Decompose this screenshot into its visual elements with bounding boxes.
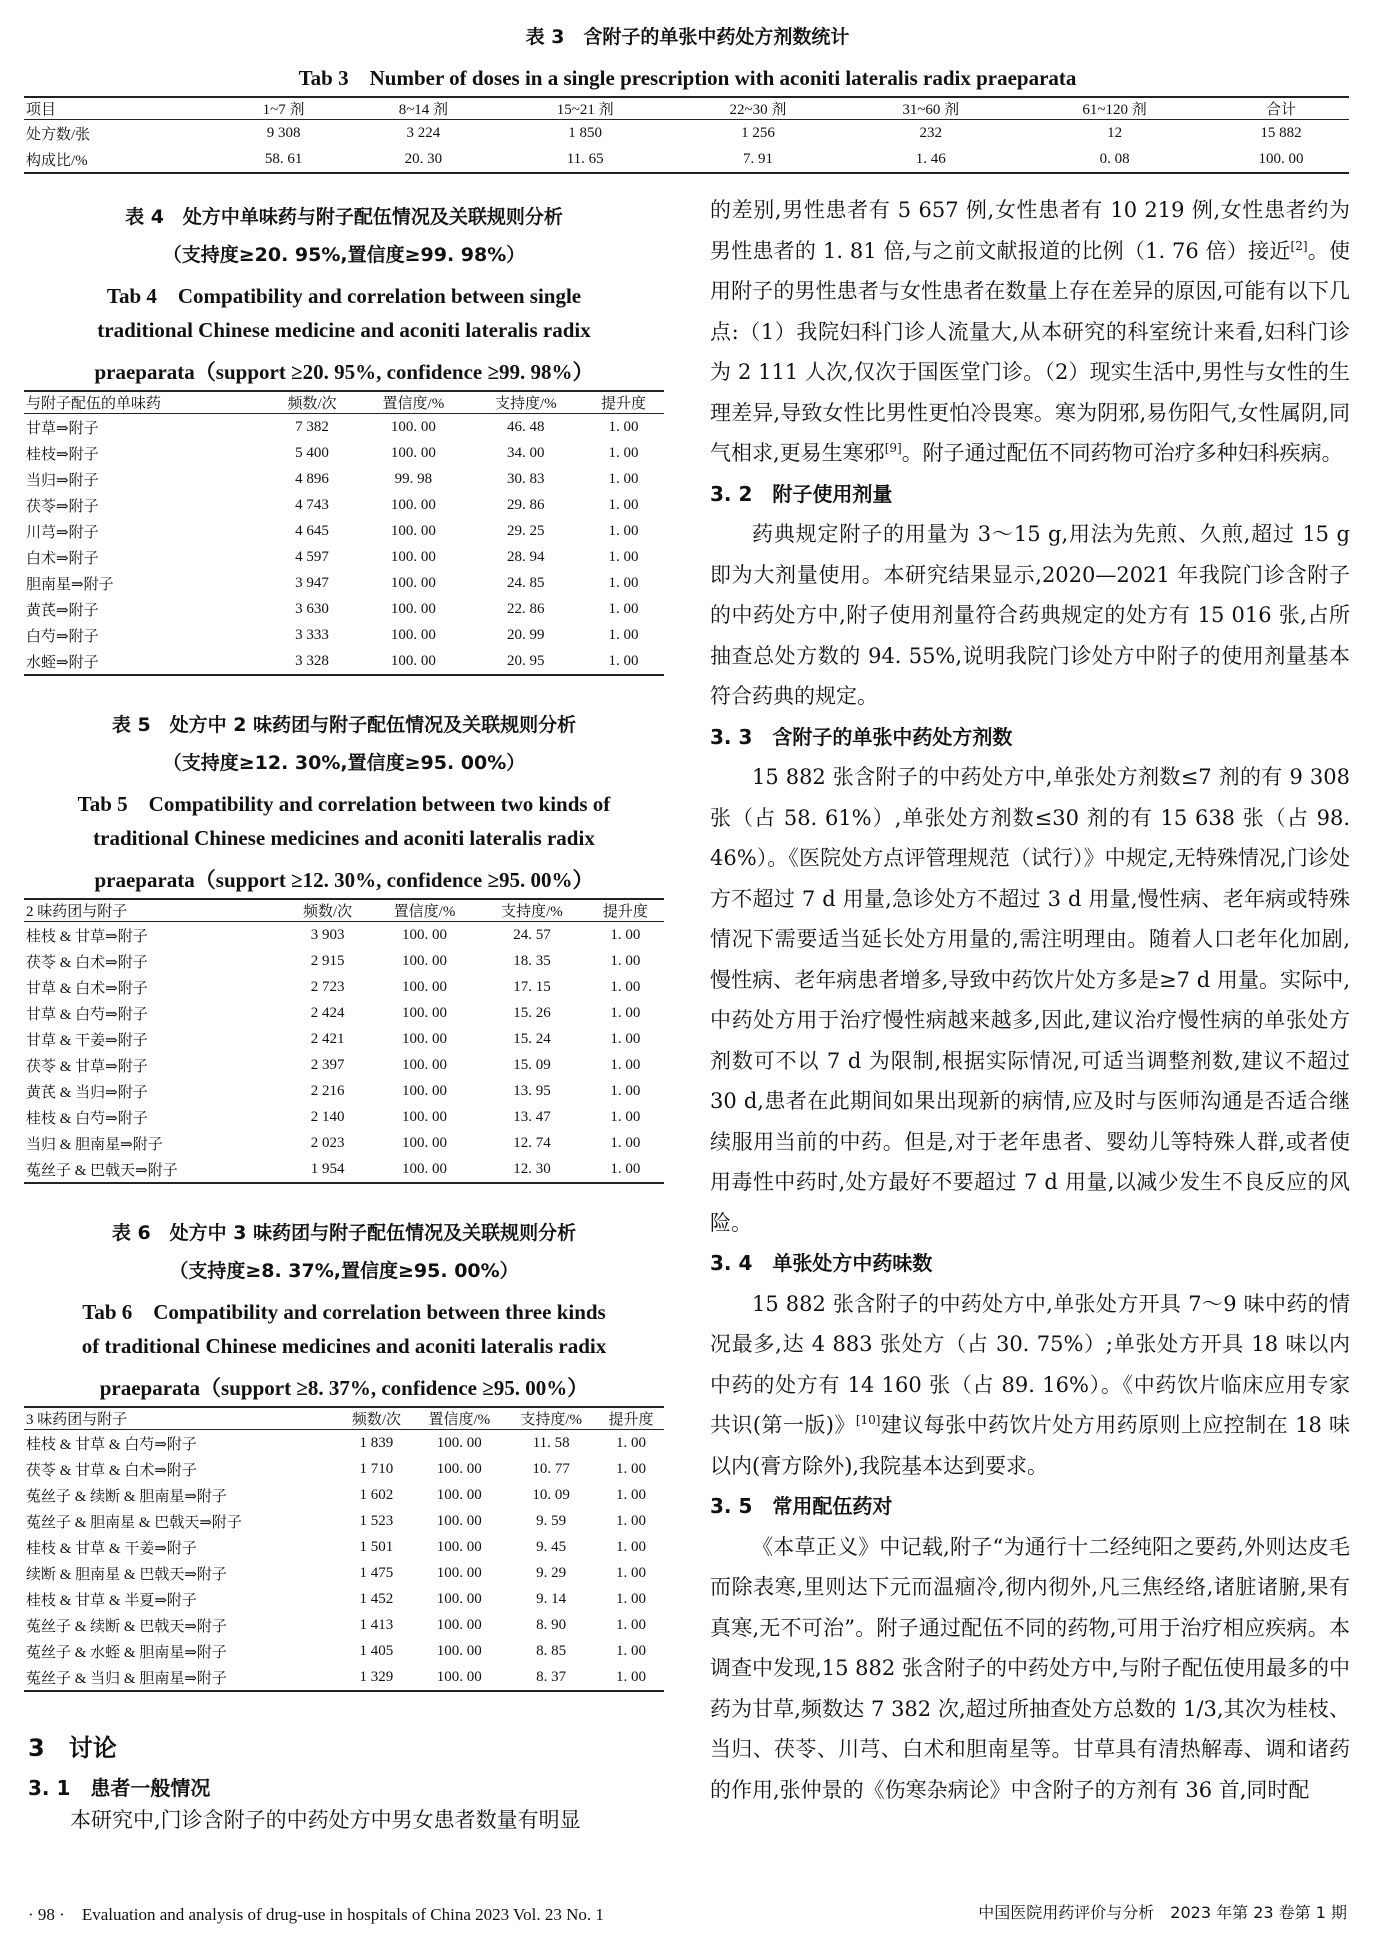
table-cell: 1. 00 — [616, 1486, 647, 1503]
table-cell: 4 896 — [295, 470, 329, 487]
row-label: 桂枝 & 甘草 & 干姜⇒附子 — [26, 1540, 197, 1557]
table-cell: 24. 57 — [513, 926, 551, 943]
table-row — [24, 544, 664, 570]
table-cell: 1. 00 — [608, 548, 639, 565]
table-cell: 8. 85 — [536, 1642, 567, 1659]
table-cell: 1. 00 — [616, 1512, 647, 1529]
table-cell: 20. 95 — [469, 648, 581, 675]
table-cell: 3 333 — [295, 626, 329, 643]
table-cell: 9 308 — [266, 124, 301, 141]
table-cell: 9. 29 — [536, 1564, 567, 1581]
tab6-en-caption: Tab 6 Compatibility and correlation between three kinds — [82, 1300, 606, 1324]
column-header: 8~14 剂 — [347, 97, 498, 120]
table-cell: 2 140 — [310, 1108, 345, 1125]
table-row — [24, 1000, 664, 1026]
table-cell: 9. 45 — [536, 1538, 567, 1555]
table-cell: 1 413 — [359, 1616, 394, 1633]
table-row — [24, 1638, 664, 1664]
table-cell: 1. 00 — [610, 952, 641, 969]
table-header-row — [24, 1407, 664, 1430]
table-cell: 1. 00 — [596, 1664, 664, 1691]
column-header: 项目 — [24, 97, 218, 120]
table-cell: 15. 26 — [513, 1004, 551, 1021]
table-cell: 99. 98 — [394, 470, 433, 487]
table-row — [24, 1586, 664, 1612]
column-header: 频数/次 — [283, 899, 369, 922]
table-cell: 1 405 — [359, 1642, 394, 1659]
table-cell: 100. 00 — [402, 978, 447, 995]
column-header: 频数/次 — [338, 1407, 412, 1430]
footer-right: 中国医院用药评价与分析 2023 年第 23 卷第 1 期 — [978, 1903, 1347, 1922]
tab5-en-caption-2: traditional Chinese medicines and aconiti lateralis radix — [93, 826, 595, 850]
table-cell: 100. 00 — [402, 1030, 447, 1047]
table-cell: 1. 00 — [616, 1434, 647, 1451]
row-label: 处方数/张 — [26, 126, 91, 143]
row-label: 菟丝子 & 巴戟天⇒附子 — [24, 1156, 283, 1183]
row-label: 甘草 & 干姜⇒附子 — [26, 1032, 148, 1049]
table-cell: 13. 95 — [513, 1082, 551, 1099]
right-column — [710, 190, 1350, 1810]
tab5-en-caption: Tab 5 Compatibility and correlation between two kinds of — [77, 792, 611, 816]
table-cell: 11. 58 — [532, 1434, 570, 1451]
table-row — [24, 1664, 664, 1691]
row-label: 白芍⇒附子 — [26, 628, 99, 645]
table-cell: 1 452 — [359, 1590, 394, 1607]
table-cell: 100. 00 — [402, 1056, 447, 1073]
tab3-cn-caption: 表 3 含附子的单张中药处方剂数统计 — [525, 26, 850, 48]
table-cell: 9. 59 — [536, 1512, 567, 1529]
table-cell: 100. 00 — [436, 1616, 482, 1633]
tab4-en-caption-2: traditional Chinese medicine and aconiti lateralis radix — [97, 318, 591, 342]
table-cell: 0. 08 — [1016, 146, 1211, 173]
column-header: 61~120 剂 — [1016, 97, 1211, 120]
column-header: 合计 — [1211, 97, 1349, 120]
table-cell: 10. 77 — [532, 1460, 570, 1477]
table-cell: 12 — [1107, 124, 1123, 141]
section-3-4-heading: 3. 4 单张处方中药味数 — [710, 1251, 933, 1275]
table-cell: 1. 00 — [608, 522, 639, 539]
table-cell: 13. 47 — [513, 1108, 551, 1125]
tab6-cn-caption-2: （支持度≥8. 37%,置信度≥95. 00%） — [169, 1260, 519, 1282]
table-cell: 15 882 — [1260, 124, 1302, 141]
table-cell: 8. 90 — [536, 1616, 567, 1633]
table-cell: 232 — [919, 124, 942, 141]
table-row — [24, 1508, 664, 1534]
table-cell: 1 329 — [338, 1664, 412, 1691]
column-header: 提升度 — [581, 391, 664, 414]
table-cell: 46. 48 — [507, 418, 545, 435]
paragraph-3-4: 15 882 张含附子的中药处方中,单张处方开具 7～9 味中药的情况最多,达 4 883 张处方（占 30. 75%）;单张处方开具 18 味以内中药的处方有 14 160 张（占 89. 16%）。《中药饮片临床应用专家共识(第一版)》[10]建议每张中药饮片处方用药原则上应控制在 18 味以内(膏方除外),我院基本达到要求。 — [710, 1291, 1350, 1478]
column-header: 置信度/% — [370, 899, 477, 922]
table-row — [24, 648, 664, 675]
table-cell: 1 850 — [568, 124, 603, 141]
table-cell: 1. 00 — [616, 1590, 647, 1607]
row-label: 水蛭⇒附子 — [24, 648, 266, 675]
table-row — [24, 1612, 664, 1638]
footer-left: · 98 · Evaluation and analysis of drug-use in hospitals of China 2023 Vol. 23 No. 1 — [28, 1905, 604, 1924]
row-label: 白术⇒附子 — [26, 550, 99, 567]
table-header-row — [24, 391, 664, 414]
row-label: 当归⇒附子 — [26, 472, 99, 489]
table-cell: 4 597 — [295, 548, 329, 565]
table-cell: 100. 00 — [390, 444, 436, 461]
table-cell: 1. 00 — [581, 648, 664, 675]
table-header-row — [24, 97, 1349, 120]
row-label: 甘草 & 白芍⇒附子 — [26, 1006, 148, 1023]
tab4-en-caption-3: praeparata（support ≥20. 95%, confidence ≥99. 98%） — [94, 360, 594, 384]
row-label: 桂枝 & 甘草 & 半夏⇒附子 — [26, 1592, 197, 1609]
table-row — [24, 596, 664, 622]
table-cell: 1. 00 — [616, 1616, 647, 1633]
table-cell: 100. 00 — [370, 1156, 477, 1183]
table-cell: 100. 00 — [412, 1664, 504, 1691]
table-row — [24, 1430, 664, 1457]
column-header: 支持度/% — [469, 391, 581, 414]
table-cell: 1. 00 — [608, 496, 639, 513]
column-header: 22~30 剂 — [671, 97, 844, 120]
table-cell: 1 602 — [359, 1486, 394, 1503]
row-label: 茯苓 & 甘草⇒附子 — [26, 1058, 148, 1075]
table-cell: 22. 86 — [507, 600, 545, 617]
table-cell: 1. 00 — [610, 1134, 641, 1151]
table-cell: 100. 00 — [390, 522, 436, 539]
table-cell: 1. 00 — [610, 1030, 641, 1047]
column-header: 支持度/% — [504, 1407, 596, 1430]
paragraph-3-1: 的差别,男性患者有 5 657 例,女性患者有 10 219 例,女性患者约为男性患者的 1. 81 倍,与之前文献报道的比例（1. 76 倍）接近[2]。使用附子的男性患者与女性患者在数量上存在差异的原因,可能有以下几点:（1）我院妇科门诊人流量大,从本研究的科室统计来看,妇科门诊为 2 111 人次,仅次于国医堂门诊。（2）现实生活中,男性与女性的生理差异,导致女性比男性更怕冷畏寒。寒为阴邪,易伤阳气,女性属阴,同气相求,更易生寒邪[9]。附子通过配伍不同药物可治疗多种妇科疾病。 — [710, 198, 1350, 465]
table-cell: 2 723 — [310, 978, 345, 995]
table-cell: 1. 00 — [608, 600, 639, 617]
row-label: 川芎⇒附子 — [26, 524, 99, 541]
table-cell: 2 023 — [310, 1134, 345, 1151]
row-label: 胆南星⇒附子 — [26, 576, 114, 593]
table-cell: 1. 00 — [608, 418, 639, 435]
table-cell: 5 400 — [295, 444, 329, 461]
table-row — [24, 518, 664, 544]
column-header: 15~21 剂 — [498, 97, 671, 120]
row-label: 菟丝子 & 水蛭 & 胆南星⇒附子 — [26, 1644, 227, 1661]
table-cell: 1. 00 — [608, 470, 639, 487]
section-3-3-heading: 3. 3 含附子的单张中药处方剂数 — [710, 724, 1013, 749]
table-cell: 100. 00 — [390, 418, 436, 435]
table-cell: 100. 00 — [402, 1004, 447, 1021]
table-cell: 3 328 — [266, 648, 356, 675]
table-cell: 100. 00 — [436, 1564, 482, 1581]
table-cell: 100. 00 — [436, 1590, 482, 1607]
table-cell: 15. 09 — [513, 1056, 551, 1073]
tab4-cn-caption-2: （支持度≥20. 95%,置信度≥99. 98%） — [162, 244, 526, 266]
table-row — [24, 414, 664, 441]
table-cell: 100. 00 — [402, 1108, 447, 1125]
table-cell: 100. 00 — [1211, 146, 1349, 173]
table-row — [24, 1052, 664, 1078]
table-cell: 2 216 — [310, 1082, 345, 1099]
table-cell: 20. 30 — [347, 146, 498, 173]
table-cell: 100. 00 — [436, 1434, 482, 1451]
table-5 — [24, 898, 664, 1184]
column-header: 置信度/% — [412, 1407, 504, 1430]
tab4-cn-caption: 表 4 处方中单味药与附子配伍情况及关联规则分析 — [125, 206, 563, 228]
table-cell: 15. 24 — [513, 1030, 551, 1047]
row-label: 茯苓⇒附子 — [26, 498, 99, 515]
paragraph-3-3: 15 882 张含附子的中药处方中,单张处方剂数≤7 剂的有 9 308 张（占 58. 61%）,单张处方剂数≤30 剂的有 15 638 张（占 98. 46%）。《医院处方点评管理规范（试行）》中规定,无特殊情况,门诊处方不超过 7 d 用量,急诊处方不超过 3 d 用量,慢性病、老年病或特殊情况下需要适当延长处方用量的,需注明理由。随着人口老年化加剧,慢性病、老年病患者增多,导致中药饮片处方多是≥7 d 用量。实际中,中药处方用于治疗慢性病越来越多,因此,建议治疗慢性病的单张处方剂数可不以 7 d 为限制,根据实际情况,可适当调整剂数,建议不超过 30 d,患者在此期间如果出现新的病情,应及时与医师沟通是否适合继续服用当前的中药。但是,对于老年患者、婴幼儿等特殊人群,或者使用毒性中药时,处方最好不要超过 7 d 用量,以减少发生不良反应的风险。 — [710, 765, 1350, 1235]
table-cell: 1. 00 — [616, 1538, 647, 1555]
table-cell: 28. 94 — [507, 548, 545, 565]
table-cell: 1. 00 — [608, 574, 639, 591]
table-cell: 29. 86 — [507, 496, 545, 513]
table-cell: 4 645 — [295, 522, 329, 539]
table-cell: 7 382 — [295, 418, 329, 435]
row-label: 桂枝 & 白芍⇒附子 — [26, 1110, 148, 1127]
row-label: 黄芪 & 当归⇒附子 — [26, 1084, 148, 1101]
table-cell: 3 224 — [406, 124, 441, 141]
table-cell: 1 256 — [741, 124, 775, 141]
table-cell: 1 839 — [359, 1434, 394, 1451]
table-row — [24, 570, 664, 596]
table-cell: 1 501 — [359, 1538, 394, 1555]
column-header: 3 味药团与附子 — [24, 1407, 338, 1430]
tab6-cn-caption: 表 6 处方中 3 味药团与附子配伍情况及关联规则分析 — [111, 1222, 577, 1244]
tab6-en-caption-3: praeparata（support ≥8. 37%, confidence ≥95. 00%） — [99, 1376, 589, 1400]
column-header: 提升度 — [596, 1407, 664, 1430]
tab5-en-caption-3: praeparata（support ≥12. 30%, confidence ≥95. 00%） — [94, 868, 594, 892]
table-cell: 100. 00 — [436, 1512, 482, 1529]
table-cell: 12. 30 — [477, 1156, 584, 1183]
table-cell: 7. 91 — [671, 146, 844, 173]
section-3-5-heading: 3. 5 常用配伍药对 — [710, 1494, 893, 1518]
table-cell: 8. 37 — [504, 1664, 596, 1691]
table-cell: 20. 99 — [507, 626, 545, 643]
table-cell: 100. 00 — [390, 496, 436, 513]
row-label: 甘草 & 白术⇒附子 — [26, 980, 148, 997]
table-cell: 3 947 — [295, 574, 329, 591]
table-row — [24, 466, 664, 492]
table-cell: 2 421 — [310, 1030, 345, 1047]
section-3-2-heading: 3. 2 附子使用剂量 — [710, 481, 893, 506]
table-cell: 58. 61 — [218, 146, 347, 173]
table-header-row — [24, 899, 664, 922]
table-row — [24, 622, 664, 648]
table-row — [24, 1104, 664, 1130]
table-cell: 100. 00 — [390, 548, 436, 565]
table-row — [24, 974, 664, 1000]
row-label: 当归 & 胆南星⇒附子 — [26, 1136, 163, 1153]
row-label: 构成比/% — [24, 146, 218, 173]
tab5-cn-caption-2: （支持度≥12. 30%,置信度≥95. 00%） — [162, 752, 526, 774]
table-cell: 100. 00 — [390, 600, 436, 617]
table-cell: 100. 00 — [390, 574, 436, 591]
table-cell: 1. 00 — [616, 1460, 647, 1477]
table-cell: 24. 85 — [507, 574, 545, 591]
table-cell: 1. 00 — [616, 1642, 647, 1659]
row-label: 桂枝 & 甘草 & 白芍⇒附子 — [26, 1436, 197, 1453]
table-cell: 100. 00 — [356, 648, 468, 675]
table-cell: 2 915 — [310, 952, 345, 969]
row-label: 菟丝子 & 胆南星 & 巴戟天⇒附子 — [26, 1514, 242, 1531]
table-row — [24, 492, 664, 518]
row-label: 茯苓 & 甘草 & 白术⇒附子 — [26, 1462, 197, 1479]
table-cell: 1. 00 — [585, 1156, 664, 1183]
table-cell: 1. 00 — [610, 1082, 641, 1099]
row-label: 桂枝 & 甘草⇒附子 — [26, 928, 148, 945]
table-cell: 1. 00 — [608, 626, 639, 643]
section-3-1-heading: 3. 1 患者一般情况 — [28, 1776, 211, 1800]
table-6 — [24, 1406, 664, 1692]
table-cell: 100. 00 — [402, 926, 447, 943]
table-cell: 1. 00 — [610, 1004, 641, 1021]
table-cell: 100. 00 — [402, 952, 447, 969]
table-cell: 100. 00 — [436, 1486, 482, 1503]
left-paragraph: 本研究中,门诊含附子的中药处方中男女患者数量有明显 — [70, 1808, 581, 1832]
table-row — [24, 440, 664, 466]
paragraph-3-5: 《本草正义》中记载,附子“为通行十二经纯阳之要药,外则达皮毛而除表寒,里则达下元而温痼冷,彻内彻外,凡三焦经络,诸脏诸腑,果有真寒,无不可治”。附子通过配伍不同的药物,可用于治疗相应疾病。本调查中发现,15 882 张含附子的中药处方中,与附子配伍使用最多的中药为甘草,频数达 7 382 次,超过所抽查处方总数的 1/3,其次为桂枝、当归、茯苓、川芎、白术和胆南星等。甘草具有清热解毒、调和诸药的作用,张仲景的《伤寒杂病论》中含附子的方剂有 36 首,同时配 — [710, 1534, 1350, 1802]
table-row — [24, 1156, 664, 1183]
column-header: 与附子配伍的单味药 — [24, 391, 266, 414]
column-header: 支持度/% — [477, 899, 584, 922]
tab6-en-caption-2: of traditional Chinese medicines and aconiti lateralis radix — [81, 1334, 607, 1358]
table-row — [24, 922, 664, 949]
table-row — [24, 1026, 664, 1052]
tab3-en-caption: Tab 3 Number of doses in a single prescription with aconiti lateralis radix praeparata — [298, 66, 1077, 90]
row-label: 菟丝子 & 当归 & 胆南星⇒附子 — [24, 1664, 338, 1691]
table-cell: 12. 74 — [513, 1134, 551, 1151]
column-header: 31~60 剂 — [843, 97, 1016, 120]
table-cell: 100. 00 — [402, 1082, 447, 1099]
table-cell: 17. 15 — [513, 978, 551, 995]
column-header: 频数/次 — [266, 391, 356, 414]
table-cell: 100. 00 — [390, 626, 436, 643]
table-row — [24, 948, 664, 974]
table-row — [24, 1534, 664, 1560]
row-label: 茯苓 & 白术⇒附子 — [26, 954, 148, 971]
table-row — [24, 1482, 664, 1508]
table-cell: 1 523 — [359, 1512, 394, 1529]
tab5-cn-caption: 表 5 处方中 2 味药团与附子配伍情况及关联规则分析 — [111, 714, 577, 736]
table-row — [24, 1560, 664, 1586]
row-label: 菟丝子 & 续断 & 巴戟天⇒附子 — [26, 1618, 227, 1635]
row-label: 甘草⇒附子 — [26, 420, 99, 437]
table-cell: 3 630 — [295, 600, 329, 617]
row-label: 续断 & 胆南星 & 巴戟天⇒附子 — [26, 1566, 227, 1583]
tab4-en-caption: Tab 4 Compatibility and correlation between single — [106, 284, 582, 308]
table-cell: 11. 65 — [498, 146, 671, 173]
table-cell: 1 475 — [359, 1564, 394, 1581]
table-cell: 9. 14 — [536, 1590, 567, 1607]
row-label: 桂枝⇒附子 — [26, 446, 99, 463]
table-cell: 1. 00 — [608, 444, 639, 461]
table-cell: 4 743 — [295, 496, 329, 513]
table-cell: 34. 00 — [507, 444, 545, 461]
table-cell: 100. 00 — [402, 1134, 447, 1151]
column-header: 置信度/% — [356, 391, 468, 414]
table-cell: 1. 46 — [843, 146, 1016, 173]
table-cell: 29. 25 — [507, 522, 545, 539]
table-cell: 2 397 — [310, 1056, 345, 1073]
table-3 — [24, 96, 1349, 174]
row-label: 菟丝子 & 续断 & 胆南星⇒附子 — [26, 1488, 227, 1505]
table-cell: 1 954 — [283, 1156, 369, 1183]
table-cell: 100. 00 — [436, 1642, 482, 1659]
table-cell: 18. 35 — [513, 952, 551, 969]
table-cell: 100. 00 — [436, 1460, 482, 1477]
table-cell: 1. 00 — [610, 926, 641, 943]
table-cell: 1. 00 — [610, 1056, 641, 1073]
table-cell: 1. 00 — [610, 1108, 641, 1125]
table-row — [24, 1456, 664, 1482]
table-4 — [24, 390, 664, 676]
column-header: 2 味药团与附子 — [24, 899, 283, 922]
table-cell: 30. 83 — [507, 470, 545, 487]
row-label: 黄芪⇒附子 — [26, 602, 99, 619]
table-cell: 2 424 — [310, 1004, 345, 1021]
table-row — [24, 120, 1349, 147]
paragraph-3-2: 药典规定附子的用量为 3～15 g,用法为先煎、久煎,超过 15 g 即为大剂量使用。本研究结果显示,2020—2021 年我院门诊含附子的中药处方中,附子使用剂量符合药典规定的处方有 15 016 张,占所抽查总处方数的 94. 55%,说明我院门诊处方中附子的使用剂量基本符合药典的规定。 — [710, 522, 1350, 708]
table-row — [24, 1130, 664, 1156]
table-row — [24, 146, 1349, 173]
table-cell: 1. 00 — [610, 978, 641, 995]
column-header: 提升度 — [585, 899, 664, 922]
table-cell: 3 903 — [310, 926, 345, 943]
section-3-heading: 3 讨论 — [28, 1734, 117, 1762]
table-cell: 1 710 — [359, 1460, 394, 1477]
column-header: 1~7 剂 — [218, 97, 347, 120]
table-row — [24, 1078, 664, 1104]
table-cell: 10. 09 — [532, 1486, 570, 1503]
table-cell: 100. 00 — [436, 1538, 482, 1555]
table-cell: 1. 00 — [616, 1564, 647, 1581]
